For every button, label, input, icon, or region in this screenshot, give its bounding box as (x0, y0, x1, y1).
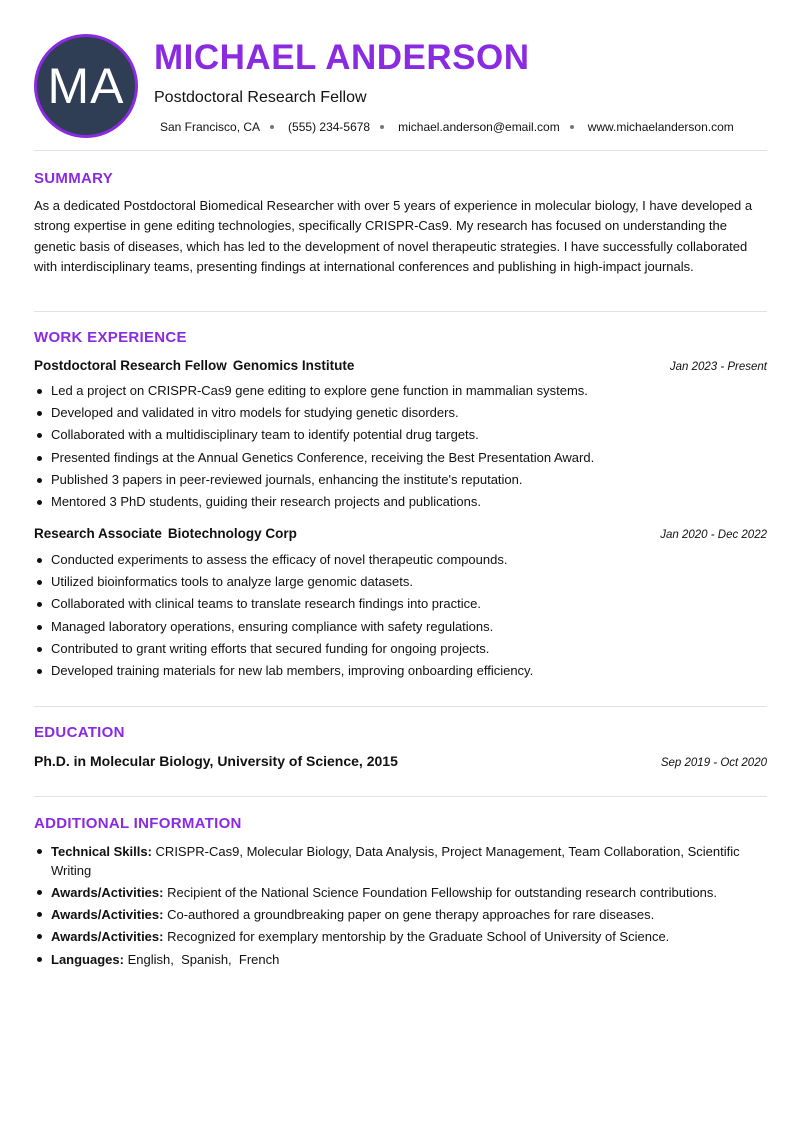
education-dates: Sep 2019 - Oct 2020 (660, 757, 767, 769)
separator-dot-icon (270, 125, 274, 129)
job-bullets (34, 381, 767, 514)
job-header (34, 358, 767, 373)
education-heading: EDUCATION (34, 724, 125, 741)
list-item (34, 950, 767, 969)
list-item: Mentored 3 PhD students, guiding their research projects and publications. (34, 492, 767, 514)
summary-heading: SUMMARY (34, 170, 114, 187)
list-item (34, 842, 767, 880)
item-label: Awards/Activities: (51, 885, 164, 900)
item-label: Technical Skills: (51, 844, 152, 859)
divider (34, 150, 767, 151)
job-title (34, 526, 297, 541)
list-item (34, 883, 767, 902)
job-organization: Genomics Institute (232, 358, 355, 373)
list-item: Contributed to grant writing efforts that secured funding for ongoing projects. (34, 639, 767, 661)
list-item: Led a project on CRISPR-Cas9 gene editing to explore gene function in mammalian systems. (34, 381, 767, 403)
additional-info-list (34, 842, 767, 972)
job-dates: Jan 2023 - Present (669, 361, 767, 373)
candidate-name: MICHAEL ANDERSON (154, 38, 530, 77)
avatar-initials: MA (47, 58, 125, 114)
candidate-headline: Postdoctoral Research Fellow (154, 89, 367, 106)
item-text: English, Spanish, French (127, 952, 280, 967)
list-item: Developed and validated in vitro models for studying genetic disorders. (34, 403, 767, 425)
contact-phone: (555) 234-5678 (288, 120, 371, 134)
list-item: Collaborated with a multidisciplinary team to identify potential drug targets. (34, 425, 767, 447)
list-item: Collaborated with clinical teams to translate research findings into practice. (34, 594, 767, 616)
job-role: Postdoctoral Research Fellow (34, 358, 227, 373)
list-item: Presented findings at the Annual Genetics Conference, receiving the Best Presentation Award. (34, 448, 767, 470)
job-dates: Jan 2020 - Dec 2022 (660, 529, 767, 541)
item-text: Recipient of the National Science Foundation Fellowship for outstanding research contributions. (167, 885, 718, 900)
education-degree: Ph.D. in Molecular Biology, University of Science, 2015 (34, 753, 398, 769)
item-label: Awards/Activities: (51, 929, 164, 944)
contact-email[interactable]: michael.anderson@email.com (398, 120, 560, 134)
item-label: Awards/Activities: (51, 907, 164, 922)
job-header (34, 526, 767, 541)
summary-text: As a dedicated Postdoctoral Biomedical Researcher with over 5 years of experience in molecular biology, I have developed a strong expertise in gene editing technologies, specifically CRISPR-Cas9. My research has focused on understanding the genetic basis of diseases, which has led to the development of novel therapeutic strategies. I have successfully collaborated with interdisciplinary teams, presenting findings at international conferences and publishing in high-impact journals. (34, 198, 753, 274)
list-item: Conducted experiments to assess the efficacy of novel therapeutic compounds. (34, 550, 767, 572)
divider (34, 796, 767, 797)
job-title (34, 358, 354, 373)
item-text: Recognized for exemplary mentorship by the Graduate School of University of Science. (167, 929, 670, 944)
list-item (34, 927, 767, 946)
avatar (34, 34, 138, 138)
contact-website[interactable]: www.michaelanderson.com (587, 120, 734, 134)
education-entry (34, 753, 767, 769)
separator-dot-icon (380, 125, 384, 129)
list-item: Utilized bioinformatics tools to analyze large genomic datasets. (34, 572, 767, 594)
job-bullets (34, 550, 767, 683)
list-item (34, 905, 767, 924)
list-item: Published 3 papers in peer-reviewed journals, enhancing the institute's reputation. (34, 470, 767, 492)
contact-location: San Francisco, CA (160, 120, 261, 134)
item-text: Co-authored a groundbreaking paper on gene therapy approaches for rare diseases. (167, 907, 655, 922)
work-experience-heading: WORK EXPERIENCE (34, 329, 187, 346)
divider (34, 311, 767, 312)
job-role: Research Associate (34, 526, 162, 541)
list-item: Developed training materials for new lab members, improving onboarding efficiency. (34, 661, 767, 683)
contact-bar (160, 120, 734, 134)
additional-info-heading: ADDITIONAL INFORMATION (34, 815, 242, 832)
item-text: CRISPR-Cas9, Molecular Biology, Data Analysis, Project Management, Team Collaboration, Scientific Writing (51, 844, 740, 878)
separator-dot-icon (570, 125, 574, 129)
job-organization: Biotechnology Corp (167, 526, 297, 541)
list-item: Managed laboratory operations, ensuring compliance with safety regulations. (34, 617, 767, 639)
divider (34, 706, 767, 707)
item-label: Languages: (51, 952, 124, 967)
